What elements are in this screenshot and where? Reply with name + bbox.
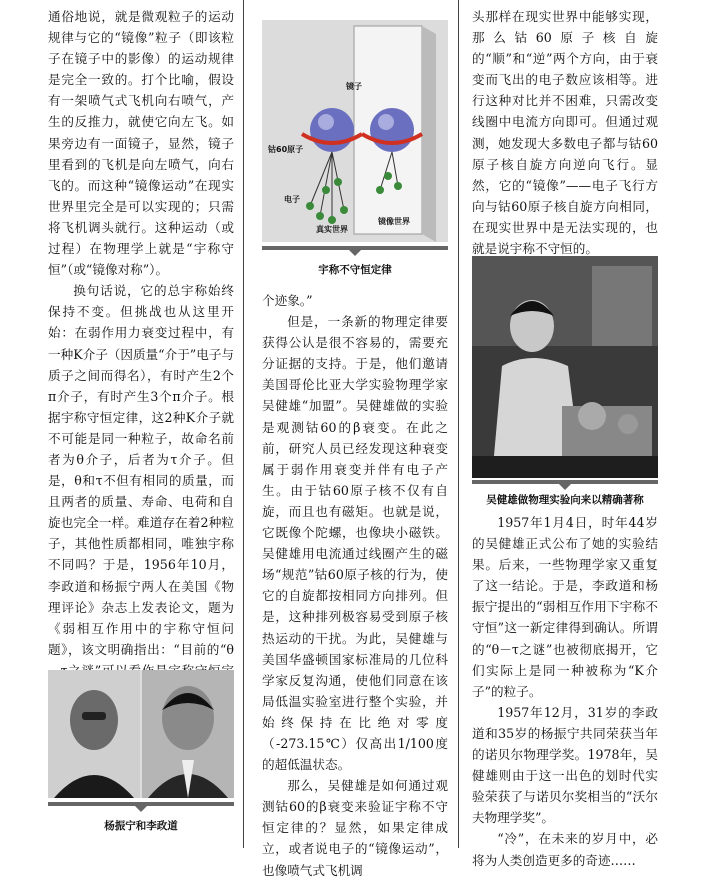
column-1: [48, 6, 234, 702]
photo-caption: 吴健雄做物理实验向来以精确著称: [486, 494, 644, 506]
column-2: [262, 290, 448, 881]
lab-photo-image: [472, 256, 658, 478]
real-world-label: 真实世界: [316, 225, 348, 234]
paragraph: 换句话说，它的总宇称始终保持不变。但挑战也从这里开始：在弱作用力衰变过程中，有一种K介子（因质量“介于”电子与质子之间而得名），有时产生2个π介子，有时产生3个π介子。根据宇称守恒定律，这2种K介子就不可能是同一种粒子，故命名前者为θ介子，后者为τ介子。但是，θ和τ不但有相同的质量，而且两者的质量、寿命、电荷和自旋也完全一样。难道存在着2种粒子，其他性质都相同，唯独宇称不同吗？于是，1956年10月，李政道和杨振宁两人在美国《物理评论》杂志上发表论文，题为《弱相互作用中的宇称守恒问题》，该文明确指出：“目前的“θ: [48, 283, 235, 657]
mirror-world-label: 镜像世界: [378, 217, 410, 226]
paragraph: 个迹象。”: [262, 293, 313, 308]
parity-diagram: [262, 20, 448, 242]
portrait-image: [48, 670, 234, 798]
caption-bar: [262, 246, 448, 250]
column-3: [472, 6, 658, 259]
column-3-lower: [472, 512, 658, 871]
paragraph: 那么，吴健雄是如何通过观测钴60的β衰变来验证宇称不守恒定律的？显然，如果定律成立，或者说电子的“镜像运动”，也像喷气式飞机调: [262, 778, 448, 878]
yang-lee-photo: [48, 670, 234, 798]
paragraph: 1957年12月，31岁的李政道和35岁的杨振宁共同荣获当年的诺贝尔物理学奖。1978年，吴健雄则由于这一出色的划时代实验荣获了与诺贝尔奖相当的“沃尔夫物理学奖”。: [472, 704, 658, 826]
co60-label: 钴60原子: [268, 145, 304, 154]
photo-caption: 杨振宁和李政道: [104, 820, 178, 832]
column-divider-left: [243, 0, 244, 848]
mirror-diagram-graphic: [262, 20, 448, 242]
paragraph: 通俗地说，就是微观粒子的运动规律与它的“镜像”粒子（即该粒子在镜子中的影像）的运动规律是完全一致的。打个比喻，假设有一架喷气式飞机向右喷气，产生的反推力，就使它向左飞。如果旁边有一面镜子，显然，镜子里看到的飞机是向左喷气，向右飞的。而这种“镜像运动”在现实世界里完全是可以实现的；只需将飞机调头就行。这种运动（或过程）在物理学上就是“宇称守恒”（或“镜像对称”）。: [48, 9, 234, 278]
column-divider-right: [458, 0, 459, 848]
paragraph: 头那样在现实世界中能够实现，那么钴60原子核自旋的“顺”和“逆”两个方向，由于衰变而飞出的电子数应该相等。进行这种对比并不困难，只需改变线圈中电流方向即可。但通过观测，她发现大多数电子都与钴60原子核自旋方向逆向飞行。显然，它的“镜像”——电子飞行方向与钴60原子核自旋方向相同，在现实世界中是无法实现的，也就是说宇称不守恒的。: [472, 9, 658, 257]
diagram-caption: 宇称不守恒定律: [318, 264, 392, 276]
electron-label: 电子: [284, 195, 300, 204]
paragraph: 1957年1月4日，时年44岁的吴健雄正式公布了她的实验结果。后来，一些物理学家又重复了这一结论。于是，李政道和杨振宁提出的“弱相互作用下宇称不守恒”这一新定律得到确认。所谓的“θ－τ之谜”也被彻底揭开，它们实际上是同一种被称为“K介子”的粒子。: [472, 515, 658, 699]
wu-chien-shiung-photo: [472, 256, 658, 478]
caption-bar: [472, 480, 658, 484]
paragraph: 但是，一条新的物理定律要获得公认是很不容易的，需要充分证据的支持。于是，他们邀请美国哥伦比亚大学实验物理学家吴健雄“加盟”。吴健雄做的实验是观测钴60的β衰变。在此之前，研究人员已经发现这种衰变属于弱作用衰变并伴有电子产生。由于钴60原子核不仅有自旋，而且也有磁矩。也就是说，它既像个陀螺，也像块小磁铁。吴健雄用电流通过线圈产生的磁场“规范”钴60原子核的行为，使它的自旋都按相同方向排列。但是，这种排列极容易受到原子核热运动的干扰。为此，吴健雄与美国华盛顿国家标准局的几位科学家反复沟通，使他们同意在该局低温实验室进行整个实验，并始终保持在比绝对零度（-273.15℃）仅高出1/100度的超低温状态。: [262, 314, 448, 773]
mirror-label: 镜子: [346, 82, 362, 91]
paragraph: “冷”，在未来的岁月中，必将为人类创造更多的奇迹……: [472, 831, 658, 868]
caption-bar: [48, 802, 234, 806]
